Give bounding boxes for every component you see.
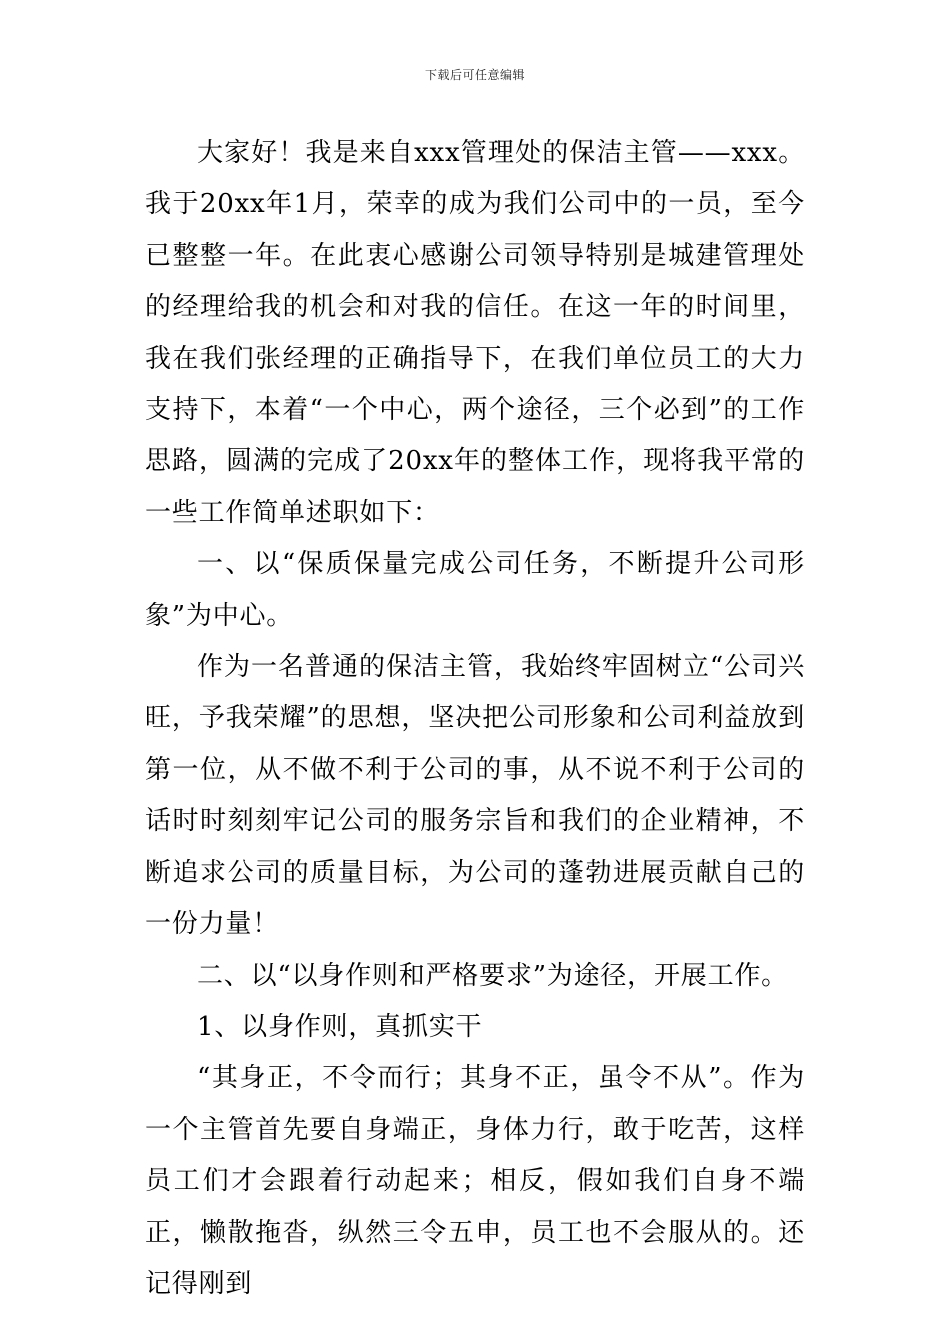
document-body <box>145 128 805 1310</box>
paragraph-subsection-body: “其身正，不令而行；其身不正，虽令不从”。作为一个主管首先要自身端正，身体力行，敢于吃苦，这样员工们才会跟着行动起来；相反，假如我们自身不端正，懒散拖沓，纵然三令五申，员工也不会服从的。还记得刚到 <box>145 1063 805 1299</box>
paragraph-intro: 大家好！我是来自xxx管理处的保洁主管——xxx。我于20xx年1月，荣幸的成为我们公司中的一员，至今已整整一年。在此衷心感谢公司领导特别是城建管理处的经理给我的机会和对我的信任。在这一年的时间里，我在我们张经理的正确指导下，在我们单位员工的大力支持下，本着“一个中心，两个途径，三个必到”的工作思路，圆满的完成了20xx年的整体工作，现将我平常的一些工作简单述职如下： <box>145 138 805 528</box>
paragraph-section-one-heading: 一、以“保质保量完成公司任务，不断提升公司形象”为中心。 <box>145 549 805 631</box>
paragraph-subheading-one: 1、以身作则，真抓实干 <box>197 1011 483 1042</box>
page-header-note: 下载后可任意编辑 <box>424 68 525 82</box>
paragraph-section-one-body: 作为一名普通的保洁主管，我始终牢固树立“公司兴旺，予我荣耀”的思想，坚决把公司形象和公司利益放到第一位，从不做不利于公司的事，从不说不利于公司的话时时刻刻牢记公司的服务宗旨和我们的企业精神，不断追求公司的质量目标，为公司的蓬勃进展贡献自己的一份力量！ <box>145 652 805 940</box>
paragraph-section-two-heading: 二、以“以身作则和严格要求”为途径，开展工作。 <box>197 960 788 991</box>
